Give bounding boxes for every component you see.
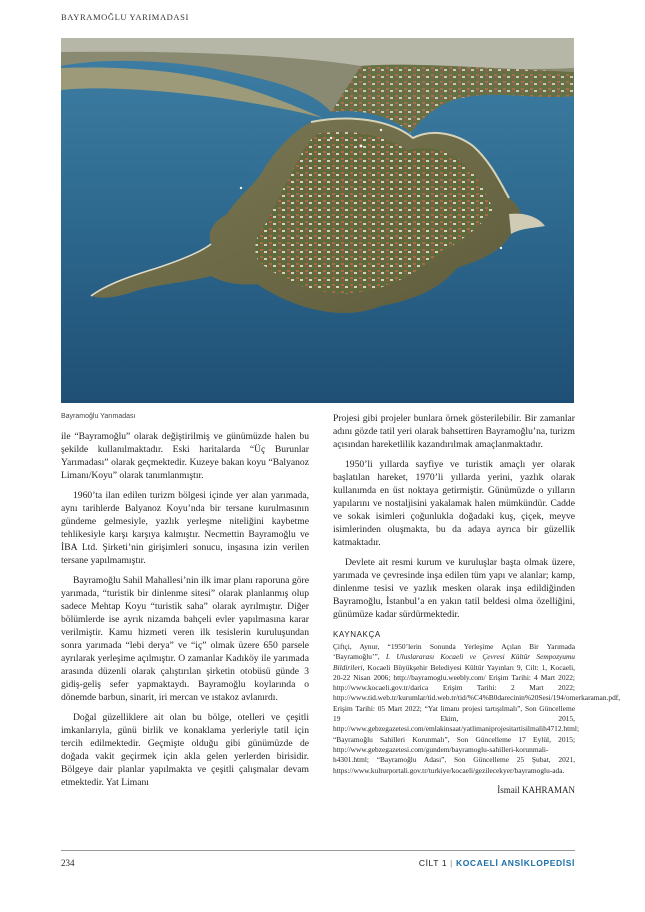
references-heading: KAYNAKÇA — [333, 630, 381, 639]
paragraph: Doğal güzelliklere ait olan bu bölge, otelleri ve çeşitli imkanlarıyla, günü birlik ve konaklama yerleriyle tatil için tercih edilmektedir. Geçmişte olduğu gibi günümüzde de doğada vakit geçirmek için akla gelen yerlerden birisidir. Bölgeye dair planlar yapılmakta ve çeşitli çalışmalar devam etmektedir. Yat Limanı — [61, 712, 309, 788]
paragraph: ile “Bayramoğlu” olarak değiştirilmiş ve günümüzde halen bu şekilde kullanılmaktadır. Eski haritalarda “Üç Burunlar Yarımadası” olarak geçmektedir. Kuzeye bakan koyu “Balyanoz Limanı/Koyu” olarak tanımlanmıştır. — [61, 431, 309, 481]
paragraph: Bayramoğlu Sahil Mahallesi’nin ilk imar planı raporuna göre yarımada, “turistik bir dinlenme sitesi” olarak planlanmış olup sadece Mehtap Koyu “turistik saha” olarak ayrılmıştır. Diğer bölümlerde ise ayrık nizamda bahçeli evler yapılmasına karar verilmiştir. Kamu hizmeti veren ilk tesislerin kuruluşundan sonra yarımada “lebi derya” ve “iç” olmak üzere 650 parsele ayrılarak yerleşime açılmıştır. O zamanlar Kadıköy ile yarımada arasında düzenli olarak çalıştırılan şirketin otobüsü günde 3 gidiş-geliş sefer yapmaktaydı. Bayramoğlu koylarında o dönemde barbun, sinarit, iri mercan ve ıstakoz avlanırdı. — [61, 575, 309, 703]
paragraph: Projesi gibi projeler bunlara örnek gösterilebilir. Bir zamanlar adını gözde tatil yeri olarak bahsettiren Bayramoğlu’na, turizm açısından hareketlilik kazandırılmak amaçlanmaktadır. — [333, 413, 575, 450]
paragraph: Devlete ait resmi kurum ve kuruluşlar başta olmak üzere, yarımada ve çevresinde inşa edilen tüm yapı ve alanlar; kamp, dinlenme tesisi ve yazlık mesken olarak inşa edildiğinden Bayramoğlu, İstanbul’a en yakın tatil beldesi olma özelliğini, günümüze kadar sürdürmektedir. — [333, 557, 575, 620]
page-number: 234 — [61, 858, 75, 868]
author-name: İsmail KAHRAMAN — [497, 784, 575, 795]
references-text — [333, 642, 621, 776]
aerial-photo-peninsula — [61, 38, 574, 403]
volume-label: CİLT 1 — [418, 858, 448, 868]
encyclopedia-title: KOCAELİ ANSİKLOPEDİSİ — [455, 858, 575, 868]
running-title: BAYRAMOĞLU YARIMADASI — [61, 12, 189, 22]
right-column — [333, 412, 621, 797]
footer-publication — [419, 858, 575, 868]
paragraph: 1950’li yıllarda sayfiye ve turistik amaçlı yer olarak başlatılan hareket, 1970’li yıllarda yerini, yazlık olarak kullanımda en üst noktaya getirmiştir. Günümüzde o yılların yapılarını ve nostaljisini yakalamak halen mümkündür. Cadde ve sokak isimleri çoğunlukla doğadaki kuş, çiçek, meyve isimlerinden oluşmakta, bu da adaya ayrıca bir güzellik katmaktadır. — [333, 459, 575, 548]
reference-text-part: , Kocaeli Büyükşehir Belediyesi Kültür Yayınları 9, Cilt: 1, Kocaeli, 20-22 Nisan 2006; http://bayramoglu.weebly.com/ Erişim Tarihi: 4 Mart 2022; http://www.kocaeli.gov.tr/darica Erişim Tarihi: 2 Mart 2022; http://www.tid.web.tr/kurumlar/tid.web.tr/tid/%C4%B0darecinin%20Sesi/194/omerkaraman.pdf, Erişim Tarihi: 05 Mart 2022; “Yat limanı projesi tartışılmalı”, Son Güncelleme 19 Ekim, 2015, http://www.gebzegazetesi.com/emlakinsaat/yatlimaniprojesitartisilmalih4712.html; “Bayramoğlu Sahilleri Korunmalı”, Son Güncelleme 17 Eylül, 2015; http://www.gebzegazetesi.com/gundem/bayramoglu-sahilleri-korunmali-h4301.html; “Bayramoğlu Adası”, Son Güncelleme 25 Şubat, 2021, https://www.kulturportali.gov.tr/turkiye/kocaeli/gezilecekyer/bayramoglu-ada. — [333, 662, 621, 775]
left-column — [61, 430, 309, 796]
figure-caption: Bayramoğlu Yarımadası — [61, 413, 136, 420]
footer-separator: | — [450, 858, 453, 868]
footer-divider — [61, 850, 575, 851]
reference-text-part: Çiftçi, Aynur, “1950’lerin Sonunda Yerleşime Açılan Bir Yarımada ‘Bayramoğlu’”, — [333, 642, 575, 662]
paragraph: 1960’ta ilan edilen turizm bölgesi içinde yer alan yarımada, aynı tarihlerde Balyanoz Koyu’nda bir tersane kurulmasının gündeme gelmesiyle, yazlık yerleşme niteliğini kaybetme tehlikesiyle karşı karşıya kalmıştır. Necmettin Bayramoğlu ve İBA Ltd. Şirketi’nin girişimleri sonucu, inşasına izin verilen tersane yapılmamıştır. — [61, 490, 309, 566]
reference-italic-title: I. Uluslararası Kocaeli ve Çevresi Kültür Sempozyumu Bildirileri — [333, 652, 575, 672]
